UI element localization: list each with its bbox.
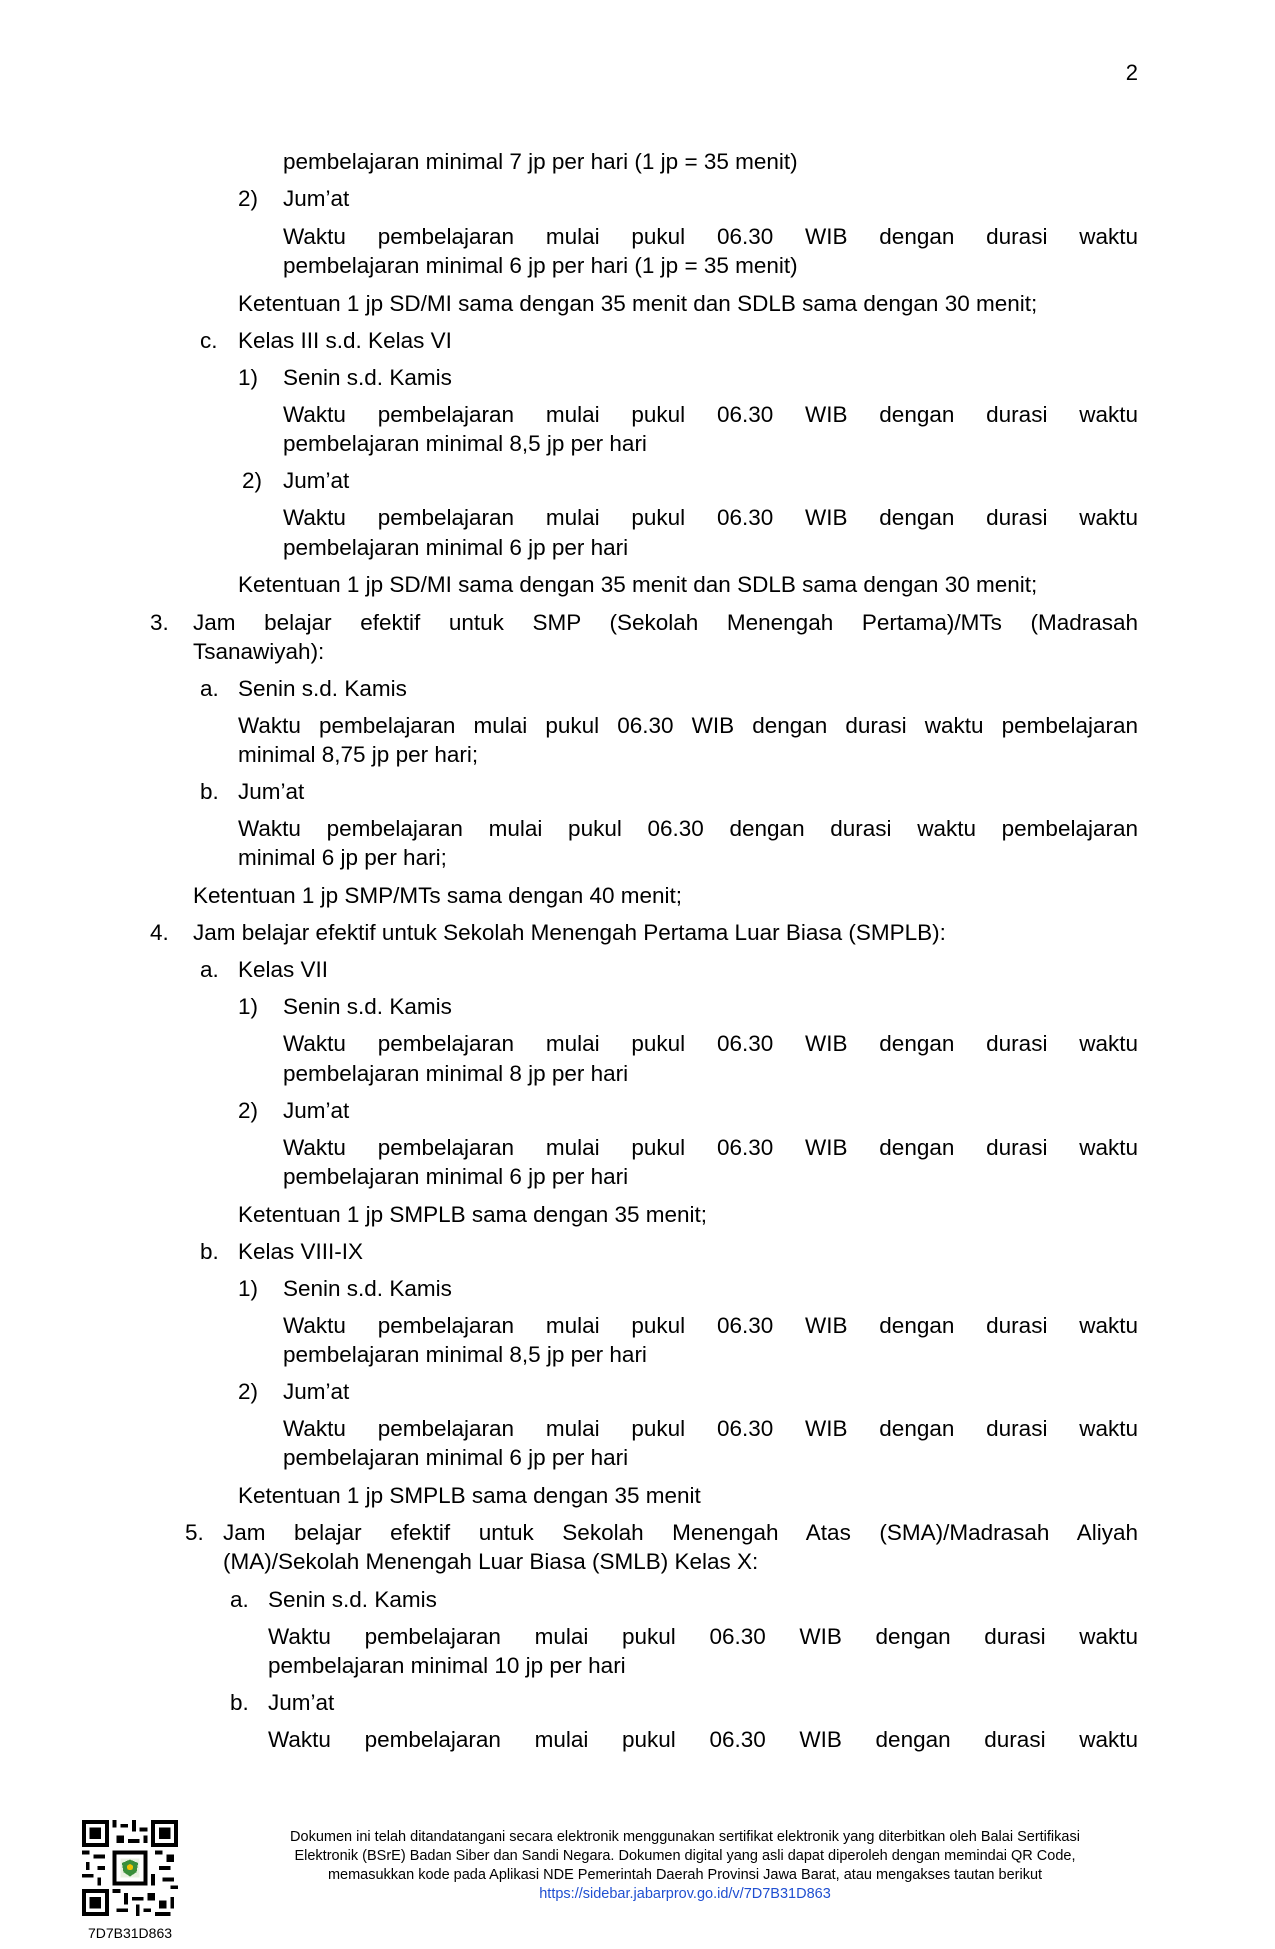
body-line: minimal 8,75 jp per hari;	[238, 742, 479, 767]
rule-note: Ketentuan 1 jp SMPLB sama dengan 35 menit	[238, 1483, 701, 1508]
list-marker: a.	[230, 1587, 249, 1612]
body-line: Waktu pembelajaran mulai pukul 06.30 WIB dengan durasi waktu	[268, 1624, 1138, 1649]
section-heading: Jam belajar efektif untuk Sekolah Menengah Atas (SMA)/Madrasah Aliyah	[223, 1520, 1138, 1545]
list-marker: b.	[200, 1239, 219, 1264]
notice-line: Dokumen ini telah ditandatangani secara elektronik menggunakan sertifikat elektronik yang diterbitkan oleh Balai Sertifikasi	[290, 1829, 1080, 1845]
body-line: Waktu pembelajaran mulai pukul 06.30 WIB dengan durasi waktu	[268, 1727, 1138, 1752]
body-line: Waktu pembelajaran mulai pukul 06.30 WIB dengan durasi waktu	[283, 1416, 1138, 1441]
list-marker: 1)	[238, 1276, 259, 1301]
emblem-icon	[120, 1858, 139, 1877]
page-number: 2	[1125, 60, 1138, 85]
body-line: Waktu pembelajaran mulai pukul 06.30 WIB dengan durasi waktu	[283, 224, 1138, 249]
body-line: Waktu pembelajaran mulai pukul 06.30 WIB dengan durasi waktu	[283, 505, 1138, 530]
list-item-title: Senin s.d. Kamis	[283, 994, 452, 1019]
list-item-title: Jum’at	[238, 779, 305, 804]
list-item-title: Jum’at	[283, 468, 350, 493]
list-marker: 2)	[238, 186, 259, 211]
list-marker: 1)	[238, 365, 259, 390]
list-item-title: Kelas VII	[238, 957, 329, 982]
section-heading-cont: Tsanawiyah):	[193, 639, 325, 664]
section-heading: Jam belajar efektif untuk SMP (Sekolah Menengah Pertama)/MTs (Madrasah	[193, 610, 1138, 635]
body-line: Waktu pembelajaran mulai pukul 06.30 WIB dengan durasi waktu	[283, 402, 1138, 427]
list-marker: 2)	[242, 468, 263, 493]
list-marker: b.	[200, 779, 219, 804]
list-item-title: Kelas III s.d. Kelas VI	[238, 328, 452, 353]
section-heading-cont: (MA)/Sekolah Menengah Luar Biasa (SMLB) Kelas X:	[223, 1549, 759, 1574]
body-line: pembelajaran minimal 6 jp per hari (1 jp = 35 menit)	[283, 253, 798, 278]
body-line: pembelajaran minimal 8,5 jp per hari	[283, 1342, 647, 1367]
body-line: minimal 6 jp per hari;	[238, 845, 447, 870]
rule-note: Ketentuan 1 jp SMP/MTs sama dengan 40 menit;	[193, 883, 683, 908]
list-item-title: Jum’at	[283, 1379, 350, 1404]
body-line: pembelajaran minimal 10 jp per hari	[268, 1653, 626, 1678]
list-item-title: Senin s.d. Kamis	[283, 365, 452, 390]
list-item-title: Jum’at	[283, 186, 350, 211]
notice-line: Elektronik (BSrE) Badan Siber dan Sandi Negara. Dokumen digital yang asli dapat diperoleh dengan memindai QR Code,	[294, 1848, 1076, 1864]
document-code: 7D7B31D863	[87, 1925, 173, 1941]
list-marker: b.	[230, 1690, 249, 1715]
body-line: Waktu pembelajaran mulai pukul 06.30 dengan durasi waktu pembelajaran	[238, 816, 1138, 841]
notice-line: memasukkan kode pada Aplikasi NDE Pemerintah Daerah Provinsi Jawa Barat, atau mengakses tautan berikut	[327, 1867, 1043, 1883]
body-line: pembelajaran minimal 8 jp per hari	[283, 1061, 629, 1086]
list-marker: 3.	[150, 610, 169, 635]
body-line: pembelajaran minimal 6 jp per hari	[283, 535, 629, 560]
rule-note: Ketentuan 1 jp SD/MI sama dengan 35 menit dan SDLB sama dengan 30 menit;	[238, 572, 1038, 597]
list-marker: 5.	[185, 1520, 204, 1545]
body-line: pembelajaran minimal 6 jp per hari	[283, 1445, 629, 1470]
list-item-title: Kelas VIII-IX	[238, 1239, 364, 1264]
signature-notice	[220, 1828, 1150, 1904]
body-line: pembelajaran minimal 8,5 jp per hari	[283, 431, 647, 456]
list-marker: 1)	[238, 994, 259, 1019]
list-marker: 4.	[150, 920, 169, 945]
body-line: pembelajaran minimal 7 jp per hari (1 jp = 35 menit)	[283, 149, 798, 174]
qr-code	[82, 1820, 178, 1916]
list-item-title: Senin s.d. Kamis	[238, 676, 407, 701]
rule-note: Ketentuan 1 jp SD/MI sama dengan 35 menit dan SDLB sama dengan 30 menit;	[238, 291, 1038, 316]
list-item-title: Jum’at	[268, 1690, 335, 1715]
list-item-title: Senin s.d. Kamis	[283, 1276, 452, 1301]
body-line: Waktu pembelajaran mulai pukul 06.30 WIB dengan durasi waktu	[283, 1135, 1138, 1160]
body-line: Waktu pembelajaran mulai pukul 06.30 WIB dengan durasi waktu pembelajaran	[238, 713, 1138, 738]
list-marker: a.	[200, 676, 219, 701]
body-line: pembelajaran minimal 6 jp per hari	[283, 1164, 629, 1189]
list-item-title: Senin s.d. Kamis	[268, 1587, 437, 1612]
rule-note: Ketentuan 1 jp SMPLB sama dengan 35 menit;	[238, 1202, 708, 1227]
list-item-title: Jum’at	[283, 1098, 350, 1123]
verification-link[interactable]: https://sidebar.jabarprov.go.id/v/7D7B31D863	[539, 1886, 831, 1902]
section-heading: Jam belajar efektif untuk Sekolah Menengah Pertama Luar Biasa (SMPLB):	[193, 920, 946, 945]
list-marker: 2)	[238, 1098, 259, 1123]
list-marker: 2)	[238, 1379, 259, 1404]
list-marker: c.	[200, 328, 218, 353]
body-line: Waktu pembelajaran mulai pukul 06.30 WIB dengan durasi waktu	[283, 1031, 1138, 1056]
list-marker: a.	[200, 957, 219, 982]
body-line: Waktu pembelajaran mulai pukul 06.30 WIB dengan durasi waktu	[283, 1313, 1138, 1338]
